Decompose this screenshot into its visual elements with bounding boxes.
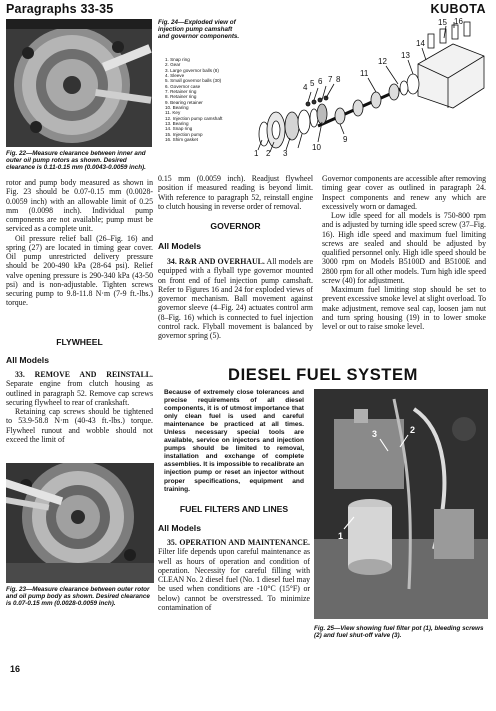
fig24-callout: 3 — [283, 149, 288, 156]
col3-para2: Low idle speed for all models is 750-800 rpm and is adjusted by turning idle speed screw (37–Fig. 16). High idle speed and maximum fuel limiting screws are sealed and should be adjusted by qualified personnel only. High idle speed should be 3000 rpm on Models B5100D and B5100E and 2800 rpm for all other models. Turn high idle speed screw (40) for adjustment. — [322, 211, 486, 285]
legend-item: 16. Shim gasket — [165, 137, 198, 143]
diesel-section-title: DIESEL FUEL SYSTEM — [228, 366, 418, 384]
p34-runin: 34. R&R AND OVERHAUL. — [167, 257, 265, 266]
legend-item: 3. Large governor balls (8) — [165, 67, 219, 73]
fuel-filters-heading: FUEL FILTERS AND LINES — [179, 504, 289, 514]
legend-item: 14. Snap ring — [165, 126, 193, 132]
col3-para1: Governor components are accessible after removing timing gear cover as outlined in paragraph 24. Inspect components and renew any which are excessively worn or damaged. — [322, 174, 486, 211]
fig24-callout: 14 — [416, 39, 425, 48]
fig24-callout: 9 — [343, 135, 348, 144]
legend-item: 8. Retainer ring — [165, 94, 197, 100]
page-number: 16 — [10, 664, 21, 674]
fig24-callout: 2 — [266, 149, 271, 156]
fig22-photo — [6, 19, 152, 147]
p34-text: All models are equipped with a flyball type governor mounted on front end of fuel injection pump camshaft. Refer to Figures 16 and 24 for exploded views of governor mechanism. Ball movement against governor sleeve (4–Fig. 24) actuates control arm (8–Fig. 16) which is connected to fuel injection control rack. Flyball movement is balanced by governor spring (5). — [158, 257, 314, 340]
fig24-callout: 16 — [454, 17, 463, 26]
governor-heading: GOVERNOR — [210, 221, 261, 231]
legend-item: 15. Injection pump — [165, 131, 203, 137]
fig25-photo — [314, 389, 488, 619]
col1-p33 — [6, 370, 153, 444]
col3-para3: Maximum fuel limiting stop should be set to prevent excessive smoke level at slight overload. To make adjustment, remove seal cap, loosen jam nut and turn spring housing (19) in to lower smoke level or out to raise smoke level. — [322, 285, 486, 331]
legend-item: 5. Small governor balls (30) — [165, 78, 222, 84]
legend-item: 1. Snap ring — [165, 57, 190, 62]
p35-runin: 35. OPERATION AND MAINTENANCE. — [167, 538, 310, 547]
fig25-callout: 2 — [410, 425, 416, 435]
legend-item: 2. Gear — [165, 62, 181, 68]
fig24-legend — [165, 57, 245, 143]
col2-p35 — [158, 538, 310, 612]
page-header-left: Paragraphs 33-35 — [6, 2, 114, 16]
fig24-callout: 13 — [401, 51, 410, 60]
p35-text: Filter life depends upon careful maintenance as well as hours of operation and condition of operation. Necessity for careful filling with CLEAN No. 2 diesel fuel (No. 1 diesel fuel may be used when conditions are -10°C (15°F) or below) cannot be overstressed. To minimize contamination of — [158, 547, 310, 612]
fig25-caption: Fig. 25—View showing fuel filter pot (1), bleeding screws (2) and fuel shut-off valve (3). — [314, 625, 484, 640]
fig24-caption: Fig. 24—Exploded view of injection pump camshaft and governor components. — [158, 19, 240, 41]
fig23-photo — [6, 463, 154, 583]
fig23-caption: Fig. 23—Measure clearance between outer rotor and oil pump body as shown. Desired clearance is 0.07-0.15 mm (0.0028-0.0059 inch). — [6, 586, 150, 608]
col1-text — [6, 178, 153, 308]
col2-text — [158, 174, 313, 211]
fig24-callout: 12 — [378, 57, 387, 66]
fig24-callout: 10 — [312, 143, 321, 152]
legend-item: 13. Bearing — [165, 121, 189, 127]
all-models-heading-1: All Models — [6, 355, 49, 365]
legend-item: 9. Bearing retainer — [165, 99, 203, 105]
col1-para1: rotor and pump body measured as shown in Fig. 23 should be 0.07-0.15 mm (0.0028-0.0059 inch) with an allowable limit of 0.25 mm (0.0098 inch). Individual pump components are not available; pump must be serviced as a complete unit. — [6, 178, 153, 234]
legend-item: 11. Key — [165, 110, 181, 116]
col2-p34 — [158, 257, 313, 340]
p33-runin: 33. REMOVE AND REINSTALL. — [15, 370, 153, 379]
fig24-callout: 4 — [303, 83, 308, 92]
col1-para2: Oil pressure relief ball (26–Fig. 16) and spring (27) are located in timing gear cover. Oil pump unrestricted delivery pressure should be 200-490 kPa (28-64 psi). Relief valve opening pressure is 290-340 kPa (43-50 psi) and is non-adjustable. Tighten screws securing pump to 9.8-11.8 N·m (7-9 ft.-lbs.) torque. — [6, 233, 153, 308]
fig24-callout: 7 — [328, 75, 333, 84]
fig24-callout: 15 — [438, 18, 447, 27]
legend-item: 4. Sleeve — [165, 73, 185, 79]
page-header-right: KUBOTA — [430, 2, 486, 16]
col3-text — [322, 174, 486, 331]
fig25-callout: 1 — [338, 531, 344, 541]
legend-item: 6. Governor case — [165, 83, 201, 89]
p33-para2: Retaining cap screws should be tightened to 53.9-58.8 N·m (40-43 ft.-lbs.) torque. Flywheel runout and wobble should not exceed the limit of — [6, 407, 153, 444]
legend-item: 7. Retainer ring — [165, 89, 197, 95]
col2-para1: 0.15 mm (0.0059 inch). Readjust flywheel position if measured reading is beyond limit. With reference to paragraph 52, reinstall engine to clutch housing in reverse order of removal. — [158, 174, 313, 211]
legend-item: 10. Bearing — [165, 105, 189, 111]
all-models-heading-2: All Models — [158, 241, 201, 251]
diesel-warning: Because of extremely close tolerances and precise requirements of all diesel components, it is of utmost importance that only clean fuel is used and careful maintenance be practiced at all times. Unless necessary special tools are available, service on injectors and injection pumps should be limited to removal, installation and exchange of complete assemblies. It is impossible to recalibrate an injection pump or reset an injector without proper specifications, equipment and training. — [164, 389, 304, 493]
fig24-callout: 11 — [360, 69, 369, 78]
fig24-exploded-view — [248, 16, 494, 156]
flywheel-heading: FLYWHEEL — [56, 337, 103, 347]
fig24-callout: 8 — [336, 75, 341, 84]
all-models-heading-3: All Models — [158, 523, 201, 533]
fig25-callout: 3 — [372, 429, 378, 439]
fig22-caption: Fig. 22—Measure clearance between inner and outer oil pump rotors as shown. Desired clearance is 0.11-0.15 mm (0.0043-0.0059 inch). — [6, 150, 146, 172]
fig24-callout: 5 — [310, 79, 315, 88]
fig24-callout: 6 — [318, 77, 323, 86]
fig24-callout: 1 — [254, 149, 259, 156]
p33-text: Separate engine from clutch housing as outlined in paragraph 52. Remove cap screws securing flywheel to rear of crankshaft. — [6, 379, 153, 407]
legend-item: 12. Injection pump camshaft — [165, 115, 223, 121]
